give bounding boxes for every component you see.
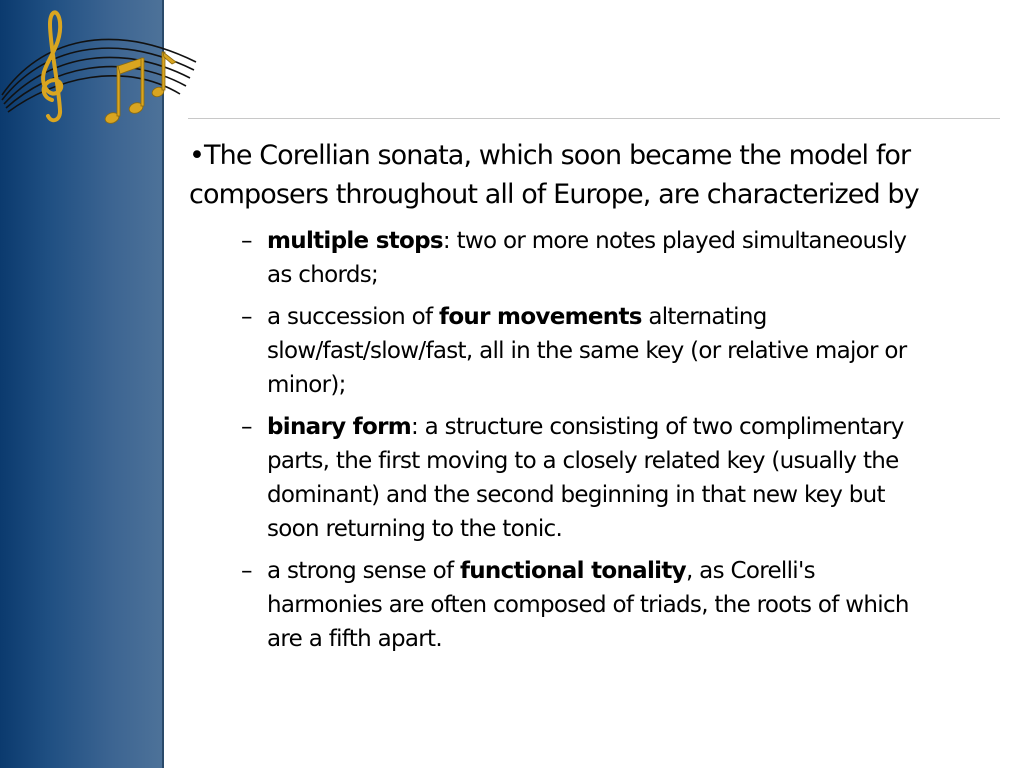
main-bullet-text: The Corellian sonata, which soon became the model for composers throughout all of Europe, are characterized by	[189, 140, 919, 210]
sub-bullet-text-before: a strong sense of	[267, 558, 460, 584]
dash-marker: –	[241, 228, 252, 254]
sub-bullet-bold-term: multiple stops	[267, 228, 443, 254]
sub-bullet-list	[189, 224, 979, 656]
sub-bullet-item	[189, 300, 979, 402]
sub-bullet-item	[189, 410, 979, 546]
sub-bullet-item	[189, 224, 979, 292]
dash-marker: –	[241, 558, 252, 584]
music-notes-icon	[0, 0, 200, 130]
slide-body	[189, 136, 979, 664]
dash-marker: –	[241, 304, 252, 330]
sub-bullet-bold-term: functional tonality	[459, 558, 686, 584]
sub-bullet-item	[189, 554, 979, 656]
sub-bullet-text-after: alternating slow/fast/slow/fast, all in the same key (or relative major or minor);	[267, 304, 907, 398]
sub-bullet-text-after: , as Corelli's harmonies are often composed of triads, the roots of which are a fifth apart.	[267, 558, 909, 652]
sub-bullet-text-after: : a structure consisting of two complimentary parts, the first moving to a closely related key (usually the dominant) and the second beginning in that new key but soon returning to the tonic.	[267, 414, 904, 542]
main-bullet	[189, 136, 979, 214]
bullet-marker: •	[189, 140, 205, 171]
dash-marker: –	[241, 414, 252, 440]
sub-bullet-text-before: a succession of	[267, 304, 440, 330]
title-divider	[188, 118, 1000, 119]
sub-bullet-bold-term: four movements	[439, 304, 642, 330]
sub-bullet-bold-term: binary form	[267, 414, 412, 440]
sub-bullet-text-after: : two or more notes played simultaneously as chords;	[267, 228, 907, 288]
